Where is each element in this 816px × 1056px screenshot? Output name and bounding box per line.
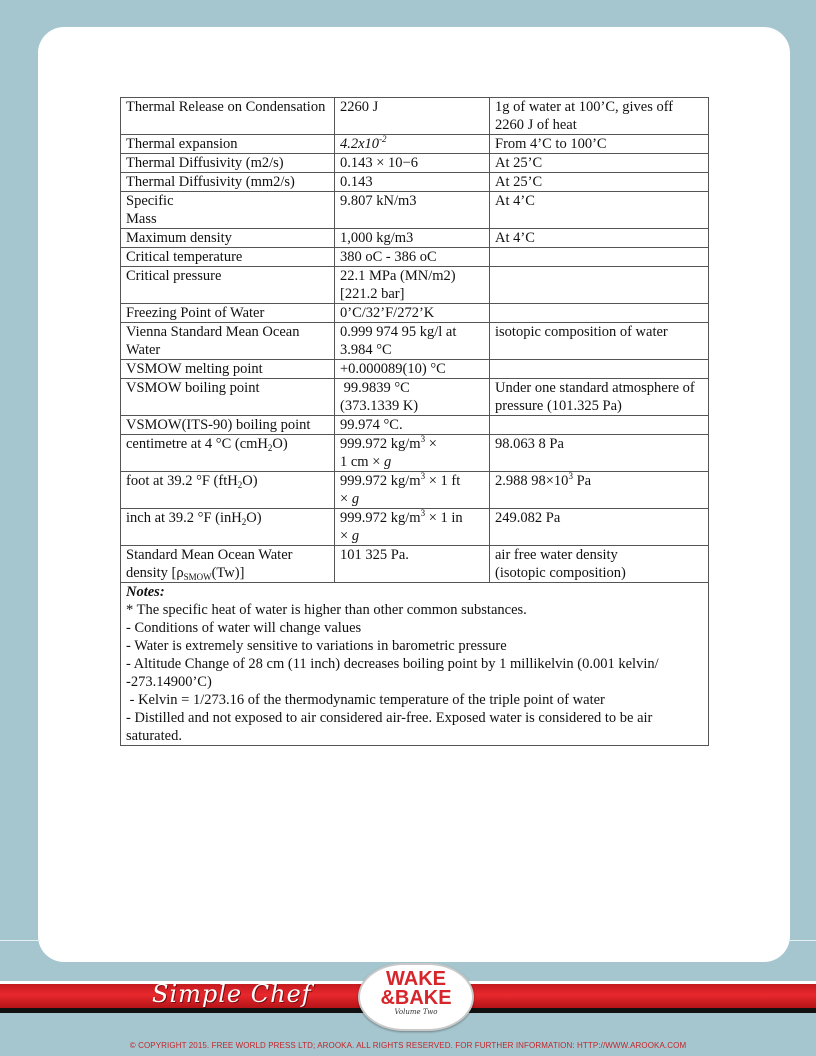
value-cell: 0’C/32’F/272’K xyxy=(335,304,490,323)
value-text: × 1 ft xyxy=(425,473,461,489)
property-subscript: 2 xyxy=(241,517,247,527)
value-cell xyxy=(335,379,490,416)
property-subscript: SMOW xyxy=(183,572,212,582)
property-text: (Tw)] xyxy=(211,565,245,581)
value-line: (373.1339 K) xyxy=(340,398,419,414)
note-cell: At 25’C xyxy=(490,173,709,192)
property-cell xyxy=(121,435,335,472)
value-base: 4.2x10 xyxy=(340,136,380,152)
table-row xyxy=(121,135,709,154)
table-row xyxy=(121,379,709,416)
note-cell: At 4’C xyxy=(490,229,709,248)
property-cell: Thermal Release on Condensation xyxy=(121,98,335,135)
property-text: centimetre at 4 °C (cmH xyxy=(126,436,268,452)
table-row xyxy=(121,435,709,472)
note-superscript: 3 xyxy=(568,471,573,481)
divider-left xyxy=(0,940,40,941)
note-cell: At 25’C xyxy=(490,154,709,173)
value-text: 999.972 kg/m xyxy=(340,473,421,489)
property-cell xyxy=(121,546,335,583)
value-superscript: 3 xyxy=(420,508,426,518)
note-cell xyxy=(490,416,709,435)
table-row xyxy=(121,267,709,304)
note-cell: isotopic composition of water xyxy=(490,323,709,360)
note-cell: 249.082 Pa xyxy=(490,509,709,546)
value-exponent: -2 xyxy=(379,134,387,144)
logo-volume: Volume Two xyxy=(394,1008,438,1016)
property-text: foot at 39.2 °F (ftH xyxy=(126,473,238,489)
value-text: × xyxy=(340,528,352,544)
value-cell xyxy=(335,509,490,546)
note-text: Pa xyxy=(572,473,592,489)
table-row xyxy=(121,98,709,135)
property-text: O) xyxy=(272,436,288,452)
note-cell: 98.063 8 Pa xyxy=(490,435,709,472)
property-line: Specific xyxy=(126,193,174,209)
property-cell xyxy=(121,192,335,229)
value-cell xyxy=(335,267,490,304)
note-line: - Water is extremely sensitive to variations in barometric pressure xyxy=(126,638,507,654)
note-text: (isotopic composition) xyxy=(495,565,626,581)
table-row xyxy=(121,154,709,173)
property-cell xyxy=(121,472,335,509)
property-cell: VSMOW melting point xyxy=(121,360,335,379)
gravity-symbol: g xyxy=(384,454,392,470)
value-cell xyxy=(335,472,490,509)
table-row xyxy=(121,323,709,360)
property-cell: Critical temperature xyxy=(121,248,335,267)
property-subscript: 2 xyxy=(237,480,243,490)
table-row xyxy=(121,192,709,229)
table-row xyxy=(121,509,709,546)
table-row xyxy=(121,360,709,379)
value-cell: 380 oC - 386 oC xyxy=(335,248,490,267)
value-cell: 9.807 kN/m3 xyxy=(335,192,490,229)
notes-title: Notes: xyxy=(126,584,165,600)
note-line: - Distilled and not exposed to air considered air-free. Exposed water is considered to be air saturated. xyxy=(126,710,653,744)
water-properties-table xyxy=(120,97,709,746)
note-line: - Altitude Change of 28 cm (11 inch) decreases boiling point by 1 millikelvin (0.001 kelvin/ -273.14900’C) xyxy=(126,656,659,690)
value-text: × xyxy=(425,436,437,452)
table-row xyxy=(121,229,709,248)
notes-row xyxy=(121,583,709,746)
value-line: 99.9839 °C xyxy=(340,380,410,396)
property-subscript: 2 xyxy=(267,443,273,453)
note-text: 2.988 98×10 xyxy=(495,473,569,489)
value-superscript: 3 xyxy=(420,434,426,444)
property-cell: Thermal expansion xyxy=(121,135,335,154)
property-cell: Critical pressure xyxy=(121,267,335,304)
copyright-notice: © COPYRIGHT 2015. FREE WORLD PRESS LTD; AROOKA. ALL RIGHTS RESERVED. FOR FURTHER INFORMATION: HTTP://WWW.AROOKA.COM xyxy=(129,1041,687,1050)
property-cell: VSMOW boiling point xyxy=(121,379,335,416)
note-text: air free water density xyxy=(495,547,618,563)
value-text: × xyxy=(340,491,352,507)
table-row xyxy=(121,472,709,509)
value-text: 999.972 kg/m xyxy=(340,510,421,526)
note-cell xyxy=(490,304,709,323)
gravity-symbol: g xyxy=(351,491,360,507)
note-line: * The specific heat of water is higher than other common substances. xyxy=(126,602,527,618)
property-text: inch at 39.2 °F (inH xyxy=(126,510,242,526)
property-text: O) xyxy=(246,510,262,526)
note-cell: At 4’C xyxy=(490,192,709,229)
value-cell: 0.143 xyxy=(335,173,490,192)
property-cell: Vienna Standard Mean Ocean Water xyxy=(121,323,335,360)
value-line: [221.2 bar] xyxy=(340,286,405,302)
value-cell: 2260 J xyxy=(335,98,490,135)
property-cell: Freezing Point of Water xyxy=(121,304,335,323)
divider-right xyxy=(788,940,816,941)
note-cell xyxy=(490,546,709,583)
notes-cell xyxy=(121,583,709,746)
value-cell xyxy=(335,135,490,154)
simple-chef-logo: Simple Chef xyxy=(152,980,312,1008)
value-cell: 101 325 Pa. xyxy=(335,546,490,583)
note-cell xyxy=(490,472,709,509)
property-cell: Thermal Diffusivity (m2/s) xyxy=(121,154,335,173)
note-cell: Under one standard atmosphere of pressure (101.325 Pa) xyxy=(490,379,709,416)
note-cell xyxy=(490,360,709,379)
logo-wake: WAKE xyxy=(386,968,446,990)
property-line: Mass xyxy=(126,211,157,227)
logo-bake: &BAKE xyxy=(380,987,452,1009)
value-text: 999.972 kg/m xyxy=(340,436,421,452)
note-cell xyxy=(490,267,709,304)
note-cell xyxy=(490,248,709,267)
value-cell: 99.974 °C. xyxy=(335,416,490,435)
property-cell: Thermal Diffusivity (mm2/s) xyxy=(121,173,335,192)
value-text: × 1 in xyxy=(425,510,463,526)
property-text: density [ρ xyxy=(126,565,184,581)
property-text: O) xyxy=(242,473,258,489)
note-cell: 1g of water at 100’C, gives off 2260 J of heat xyxy=(490,98,709,135)
value-superscript: 3 xyxy=(420,471,426,481)
value-cell: 1,000 kg/m3 xyxy=(335,229,490,248)
wake-bake-logo xyxy=(358,963,474,1031)
table-row xyxy=(121,173,709,192)
table-row xyxy=(121,248,709,267)
property-cell: VSMOW(ITS-90) boiling point xyxy=(121,416,335,435)
note-line: - Kelvin = 1/273.16 of the thermodynamic temperature of the triple point of water xyxy=(126,692,605,708)
gravity-symbol: g xyxy=(351,528,360,544)
property-cell: Maximum density xyxy=(121,229,335,248)
property-text: Standard Mean Ocean Water xyxy=(126,547,293,563)
table-row xyxy=(121,546,709,583)
note-cell: From 4’C to 100’C xyxy=(490,135,709,154)
value-cell: +0.000089(10) °C xyxy=(335,360,490,379)
value-line: 22.1 MPa (MN/m2) xyxy=(340,268,456,284)
property-cell xyxy=(121,509,335,546)
note-line: - Conditions of water will change values xyxy=(126,620,362,636)
table-row xyxy=(121,304,709,323)
table-row xyxy=(121,416,709,435)
value-cell: 0.999 974 95 kg/l at 3.984 °C xyxy=(335,323,490,360)
value-text: 1 cm × xyxy=(340,454,385,470)
value-cell xyxy=(335,435,490,472)
value-cell: 0.143 × 10−6 xyxy=(335,154,490,173)
